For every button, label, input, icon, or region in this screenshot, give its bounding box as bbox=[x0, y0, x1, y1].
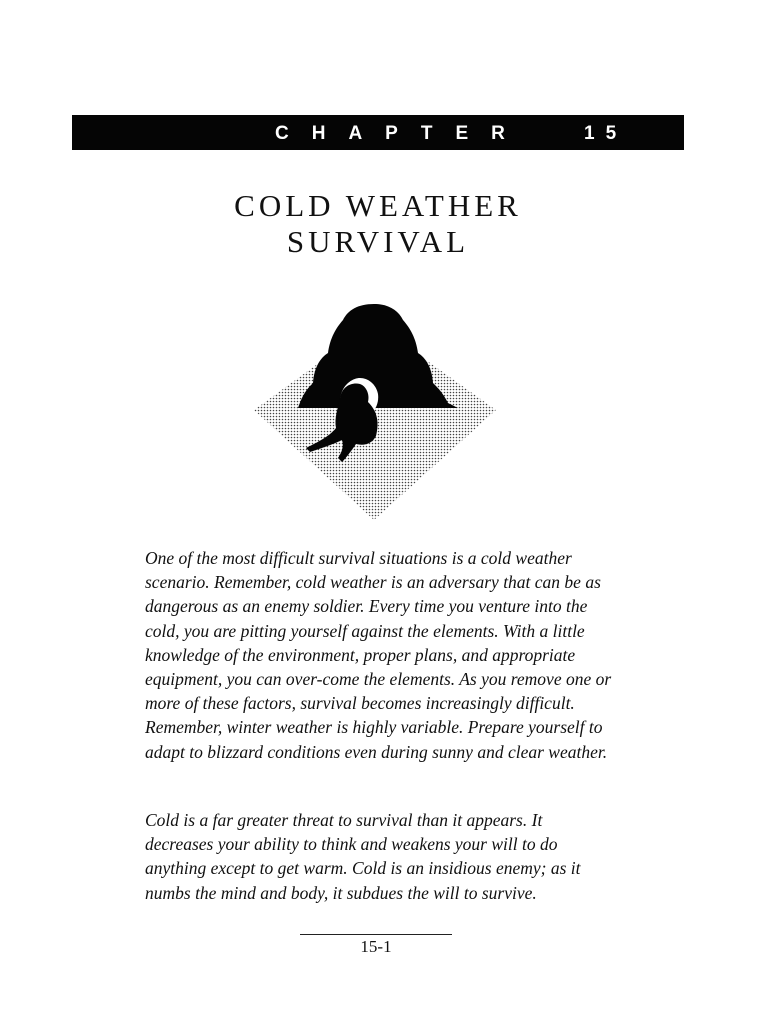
chapter-title-line1: COLD WEATHER bbox=[234, 188, 522, 223]
intro-paragraph: One of the most difficult survival situations is a cold weather scenario. Remember, cold weather is an adversary that can be as dangerous as an enemy soldier. Every time you venture into the cold, you are pitting yourself against the elements. With a little knowledge of the environment, proper plans, and appropriate equipment, you can over-come the elements. As you remove one or more of these factors, survival becomes increasingly difficult. Remember, winter weather is highly variable. Prepare yourself to adapt to blizzard conditions even during sunny and clear weather. bbox=[145, 548, 612, 762]
page-number: 15-1 bbox=[360, 937, 392, 956]
chapter-number: 15 bbox=[584, 123, 628, 144]
chapter-header-bar bbox=[72, 115, 684, 150]
chapter-label: CHAPTER bbox=[275, 123, 528, 144]
cold-threat-paragraph: Cold is a far greater threat to survival than it appears. It decreases your ability to think and weakens your will to do anything except to get warm. Cold is an insidious enemy; as it numbs the mind and body, it subdues the will to survive. bbox=[145, 810, 581, 903]
footer-divider bbox=[300, 934, 452, 935]
igloo-shelter-with-figure-icon bbox=[248, 298, 500, 524]
chapter-title-line2: SURVIVAL bbox=[286, 224, 470, 259]
